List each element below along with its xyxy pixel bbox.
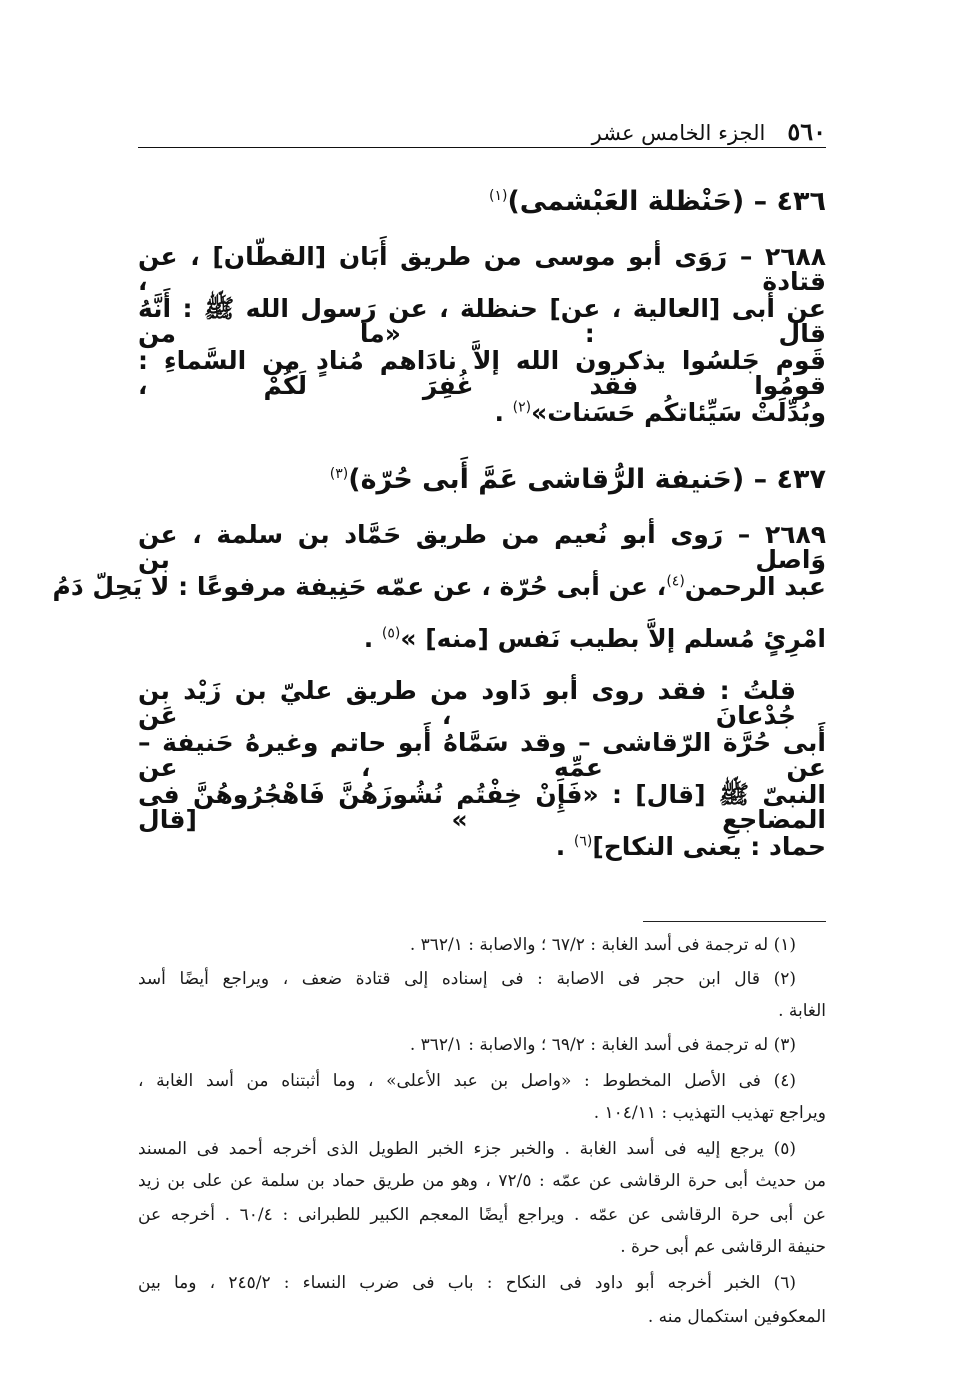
text-line: قَوم جَلسُوا يذكرون الله إلاَّ نادَاهم مُنادٍ من السَّماءِ : قومُوا فقد غُفِرَ لَكُمْ ، [138,346,826,400]
footnotes [138,928,826,1348]
footnote-line: من حديث أبى حرة الرقاشى عن عمّه : ٧٢/٥ ، وهو من طريق حماد بن سلمة عن على بن زيد [138,1171,826,1191]
footnote-rule [643,921,826,922]
footnote-line: (١) له ترجمة فى أسد الغابة : ٦٧/٢ ؛ والاصابة : ٣٦٢/١ . [409,935,796,955]
text-line: قلتُ : فقد روى أبو دَاود من طريق عليّ بن زَيْد بن جُدْعانَ ، عَن [138,676,796,730]
running-header [138,108,826,144]
text-span: حماد : يعنى النكاح] [592,832,826,861]
text-line: ٢٦٨٩ – رَوى أبو نُعيم من طريق حَمَّاد بن سلمة ، عن وَاصل بن [138,520,826,574]
text-span: امْرِئٍ مُسلم إلاَّ بطيب نَفس [منه] » [400,624,826,653]
footnote-ref: (٣) [329,466,349,482]
text-line: ٢٦٨٨ – رَوَى أبو موسى من طريق أَبَان [القطّان] ، عن قتادة ، [138,242,826,296]
footnote-line: (٢) قال ابن حجر فى الاصابة : فى إسناده إلى قتادة ضعف ، ويراجع أيضًا أسد [138,969,796,989]
footnote-ref: (٢) [512,399,532,416]
heading-text: ٤٣٧ – (حَنيفة الرُّقاشى عَمَّ أَبى حُرّة) [348,464,826,495]
footnote-line: حنيفة الرقاشى عم أبى حرة . [620,1237,826,1257]
text-line: حماد : يعنى النكاح]$^{(٦)}$ . [555,832,826,861]
footnote-ref: (٤) [666,573,685,590]
text-line: امْرِئٍ مُسلم إلاَّ بطيب نَفس [منه] »$^{(٥)}$ . [363,624,826,653]
footnote-line: ويراجع تهذيب التهذيب : ١٠٤/١١ . [593,1103,826,1123]
text-line: أَبى حُرَّة الرّقاشى – وقد سَمَّاهُ أَبو حاتم وغيرهُ حَنيفة – عن عمِّهِ ، عن [138,728,826,782]
text-span: وبُدِّلَتْ سَيِّئاتكُم حَسَنات» [531,398,826,427]
main-text [52,180,826,861]
text-span: ، عن أبى حُرّة ، عن عمّه حَنِيفة مرفوعًا : لا يَحِلّ دَمُ [52,572,667,601]
footnote-line: المعكوفين استكمال منه . [647,1307,826,1327]
text-line: عن أبى [العالية ، عن] حنظلة ، عن رَسول الله ﷺ : أَنَّهُ قال : «ما من [138,294,826,348]
text-span: عبد الرحمن [684,572,826,601]
text-line: وبُدِّلَتْ سَيِّئاتكُم حَسَنات»$^{(٢)}$ . [494,398,826,427]
footnote-line: عن أبى حرة الرقاشى عن عمّه . ويراجع أيضًا المعجم الكبير للطبرانى : ٦٠/٤ . أخرجه عن [138,1205,827,1225]
footnote-line: الغابة . [778,1001,826,1021]
section-heading-437 [138,466,826,493]
footnote-line: (٤) فى الأصل المخطوط : «واصل بن عبد الأعلى» ، وما أثبتناه من أسد الغابة ، [138,1071,796,1091]
heading-text: ٤٣٦ – (حَنْظلة العَبْشمى) [507,186,826,217]
footnote-ref: (١) [488,188,508,204]
footnote-line: (٣) له ترجمة فى أسد الغابة : ٦٩/٢ ؛ والاصابة : ٣٦٢/١ . [409,1035,796,1055]
header-rule [138,147,826,148]
footnote-line: (٦) الخبر أخرجه أبو داود فى النكاح : باب فى ضرب النساء : ٢٤٥/٢ ، وما بين [138,1273,796,1293]
footnote-ref: (٥) [381,625,401,642]
text-line: النبىّ ﷺ [قال] : «فَإِنْ خِفْتُم نُشُوزَهُنَّ فَاهْجُرُوهُنَّ فى المضاجعِ » [قال [138,780,826,834]
footnote-ref: (٦) [573,833,593,850]
section-heading-436 [138,188,826,215]
part-title: الجزء الخامس عشر [591,121,766,145]
footnote-line: (٥) يرجع إليه فى أسد الغابة . والخبر جزء الخبر الطويل الذى أخرجه أحمد فى المسند [138,1139,796,1159]
page-number: ٥٦٠ [787,117,826,146]
text-line [52,572,826,626]
